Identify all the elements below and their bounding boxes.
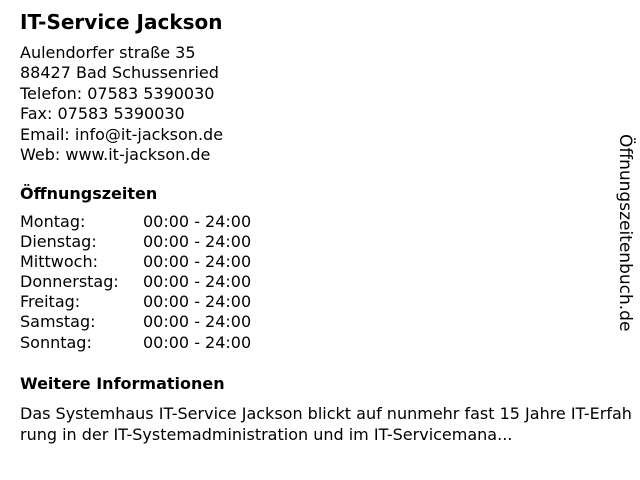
- time-range: 00:00 - 24:00: [143, 332, 252, 352]
- hours-row-sunday: [20, 333, 280, 353]
- address-city: 88427 Bad Schussenried: [20, 63, 219, 83]
- hours-row-thursday: [20, 272, 280, 292]
- more-info-text: Das Systemhaus IT-Service Jackson blickt auf nunmehr fast 15 Jahre IT-Erfahrung in der IT-Systemadministration und im IT-Servicemana...: [20, 404, 632, 444]
- day-label: Montag:: [20, 212, 86, 231]
- day-label: Freitag:: [20, 292, 81, 312]
- day-label: Sonntag:: [20, 332, 92, 352]
- opening-hours-heading: Öffnungszeiten: [20, 184, 158, 203]
- phone-line: Telefon: 07583 5390030: [20, 83, 215, 103]
- hours-row-tuesday: [20, 232, 280, 252]
- hours-row-wednesday: [20, 252, 280, 272]
- time-range: 00:00 - 24:00: [143, 292, 252, 312]
- time-range: 00:00 - 24:00: [143, 272, 252, 292]
- fax-line: Fax: 07583 5390030: [20, 104, 185, 124]
- time-range: 00:00 - 24:00: [143, 252, 252, 272]
- time-range: 00:00 - 24:00: [143, 212, 252, 231]
- day-label: Dienstag:: [20, 232, 97, 252]
- more-info-heading: Weitere Informationen: [20, 374, 225, 393]
- day-label: Samstag:: [20, 312, 96, 332]
- hours-row-monday: [20, 212, 280, 232]
- day-label: Donnerstag:: [20, 272, 119, 292]
- day-label: Mittwoch:: [20, 252, 98, 272]
- time-range: 00:00 - 24:00: [143, 312, 252, 332]
- time-range: 00:00 - 24:00: [143, 232, 252, 252]
- address-street: Aulendorfer straße 35: [20, 43, 196, 62]
- hours-row-saturday: [20, 312, 280, 332]
- web-line: Web: www.it-jackson.de: [20, 145, 211, 165]
- watermark-text: Öffnungszeitenbuch.de: [615, 134, 635, 332]
- hours-row-friday: [20, 292, 280, 312]
- email-line: Email: info@it-jackson.de: [20, 124, 224, 144]
- business-name: IT-Service Jackson: [20, 10, 223, 34]
- contact-block: [20, 43, 223, 165]
- opening-hours-table: [20, 212, 280, 353]
